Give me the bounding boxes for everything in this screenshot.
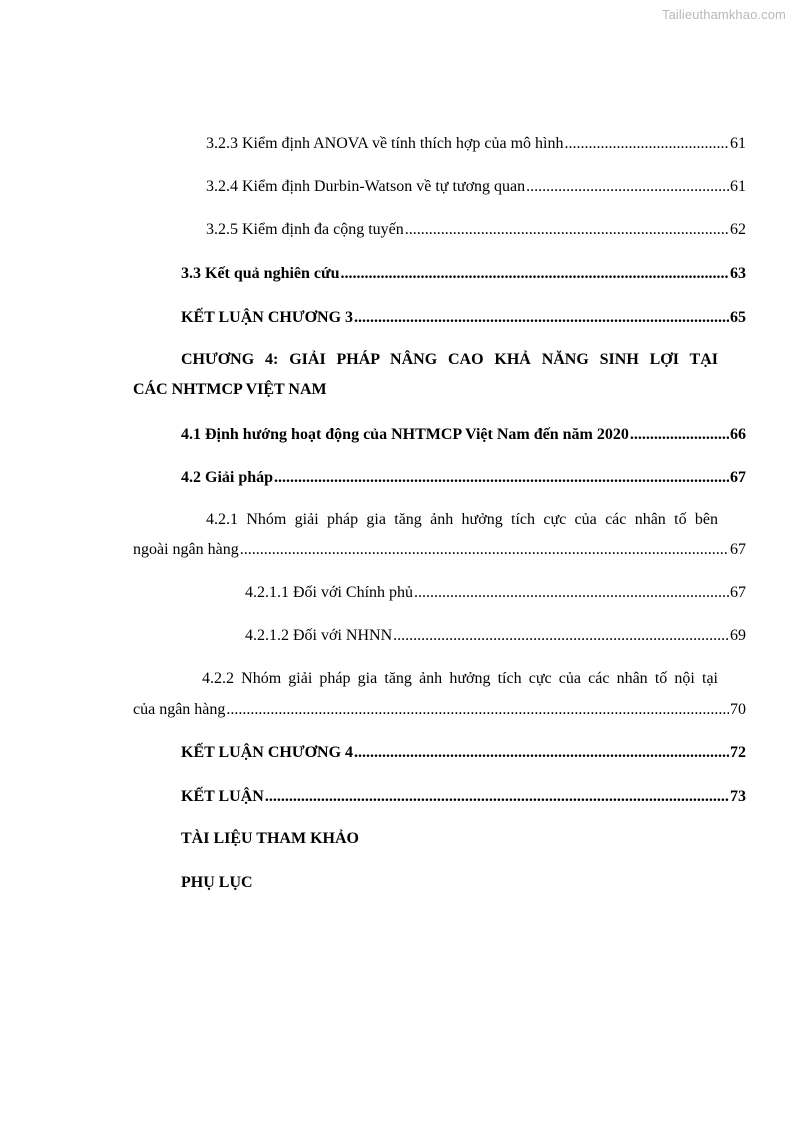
toc-entry-4-2-1-1[interactable] [245, 583, 746, 603]
dot-leader [341, 264, 729, 284]
toc-page-number: 63 [730, 265, 746, 282]
toc-entry-title: 3.2.5 Kiểm định đa cộng tuyến [206, 221, 404, 238]
toc-entry-phu-luc[interactable]: PHỤ LỤC [181, 874, 253, 891]
dot-leader [265, 787, 729, 807]
toc-page-number: 61 [730, 135, 746, 152]
toc-page-number: 67 [730, 541, 746, 558]
dot-leader [354, 743, 729, 763]
toc-entry-title: 3.3 Kết quả nghiên cứu [181, 265, 340, 282]
toc-entry-chuong-4-line-2[interactable]: CÁC NHTMCP VIỆT NAM [133, 381, 327, 398]
dot-leader [564, 134, 729, 154]
toc-page-number: 66 [730, 426, 746, 443]
toc-entry-4-2-2-line-1[interactable]: 4.2.2 Nhóm giải pháp gia tăng ảnh hưởng tích cực của các nhân tố nội tại [202, 670, 718, 687]
toc-page-number: 67 [730, 584, 746, 601]
toc-page-number: 61 [730, 178, 746, 195]
dot-leader [240, 540, 729, 560]
toc-entry-ket-luan[interactable] [181, 787, 746, 807]
toc-entry-title: KẾT LUẬN CHƯƠNG 3 [181, 309, 354, 326]
toc-entry-title: KẾT LUẬN CHƯƠNG 4 [181, 744, 354, 761]
toc-entry-tai-lieu-tham-khao[interactable]: TÀI LIỆU THAM KHẢO [181, 830, 359, 847]
dot-leader [393, 626, 729, 646]
toc-page-number: 62 [730, 221, 746, 238]
toc-entry-title: 3.2.4 Kiểm định Durbin-Watson về tự tương quan [206, 178, 526, 195]
watermark-text: Tailieuthamkhao.com [661, 7, 786, 22]
toc-entry-4-2[interactable] [181, 468, 746, 488]
toc-entry-4-1[interactable] [181, 425, 746, 445]
toc-entry-4-2-1-line-1[interactable]: 4.2.1 Nhóm giải pháp gia tăng ảnh hưởng tích cực của các nhân tố bên [206, 511, 718, 528]
toc-page-number: 72 [730, 744, 746, 761]
dot-leader [405, 220, 729, 240]
dot-leader [226, 700, 729, 720]
dot-leader [414, 583, 729, 603]
toc-entry-ket-luan-chuong-4[interactable] [181, 743, 746, 763]
toc-entry-title: 4.2 Giải pháp [181, 469, 274, 486]
toc-entry-title: 4.2.1.1 Đối với Chính phủ [245, 584, 414, 601]
toc-page-number: 67 [730, 469, 746, 486]
toc-entry-4-2-2-line-2[interactable] [133, 700, 746, 720]
toc-page-number: 70 [730, 701, 746, 718]
toc-entry-3-2-4[interactable] [206, 177, 746, 197]
toc-entry-3-2-5[interactable] [206, 220, 746, 240]
toc-entry-3-3[interactable] [181, 264, 746, 284]
dot-leader [526, 177, 729, 197]
toc-entry-chuong-4-line-1[interactable]: CHƯƠNG 4: GIẢI PHÁP NÂNG CAO KHẢ NĂNG SINH LỢI TẠI [181, 351, 718, 368]
toc-entry-title: ngoài ngân hàng [133, 541, 239, 558]
toc-page-number: 65 [730, 309, 746, 326]
dot-leader [274, 468, 729, 488]
dot-leader [354, 308, 729, 328]
toc-entry-ket-luan-chuong-3[interactable] [181, 308, 746, 328]
toc-entry-4-2-1-line-2[interactable] [133, 540, 746, 560]
toc-entry-title: KẾT LUẬN [181, 788, 264, 805]
toc-page-number: 73 [730, 788, 746, 805]
toc-entry-3-2-3[interactable] [206, 134, 746, 154]
dot-leader [630, 425, 729, 445]
toc-entry-title: 4.2.1.2 Đối với NHNN [245, 627, 393, 644]
toc-entry-title: 3.2.3 Kiểm định ANOVA về tính thích hợp của mô hình [206, 135, 564, 152]
toc-entry-4-2-1-2[interactable] [245, 626, 746, 646]
toc-entry-title: 4.1 Định hướng hoạt động của NHTMCP Việt Nam đến năm 2020 [181, 426, 629, 443]
toc-entry-title: của ngân hàng [133, 701, 226, 718]
toc-page-number: 69 [730, 627, 746, 644]
